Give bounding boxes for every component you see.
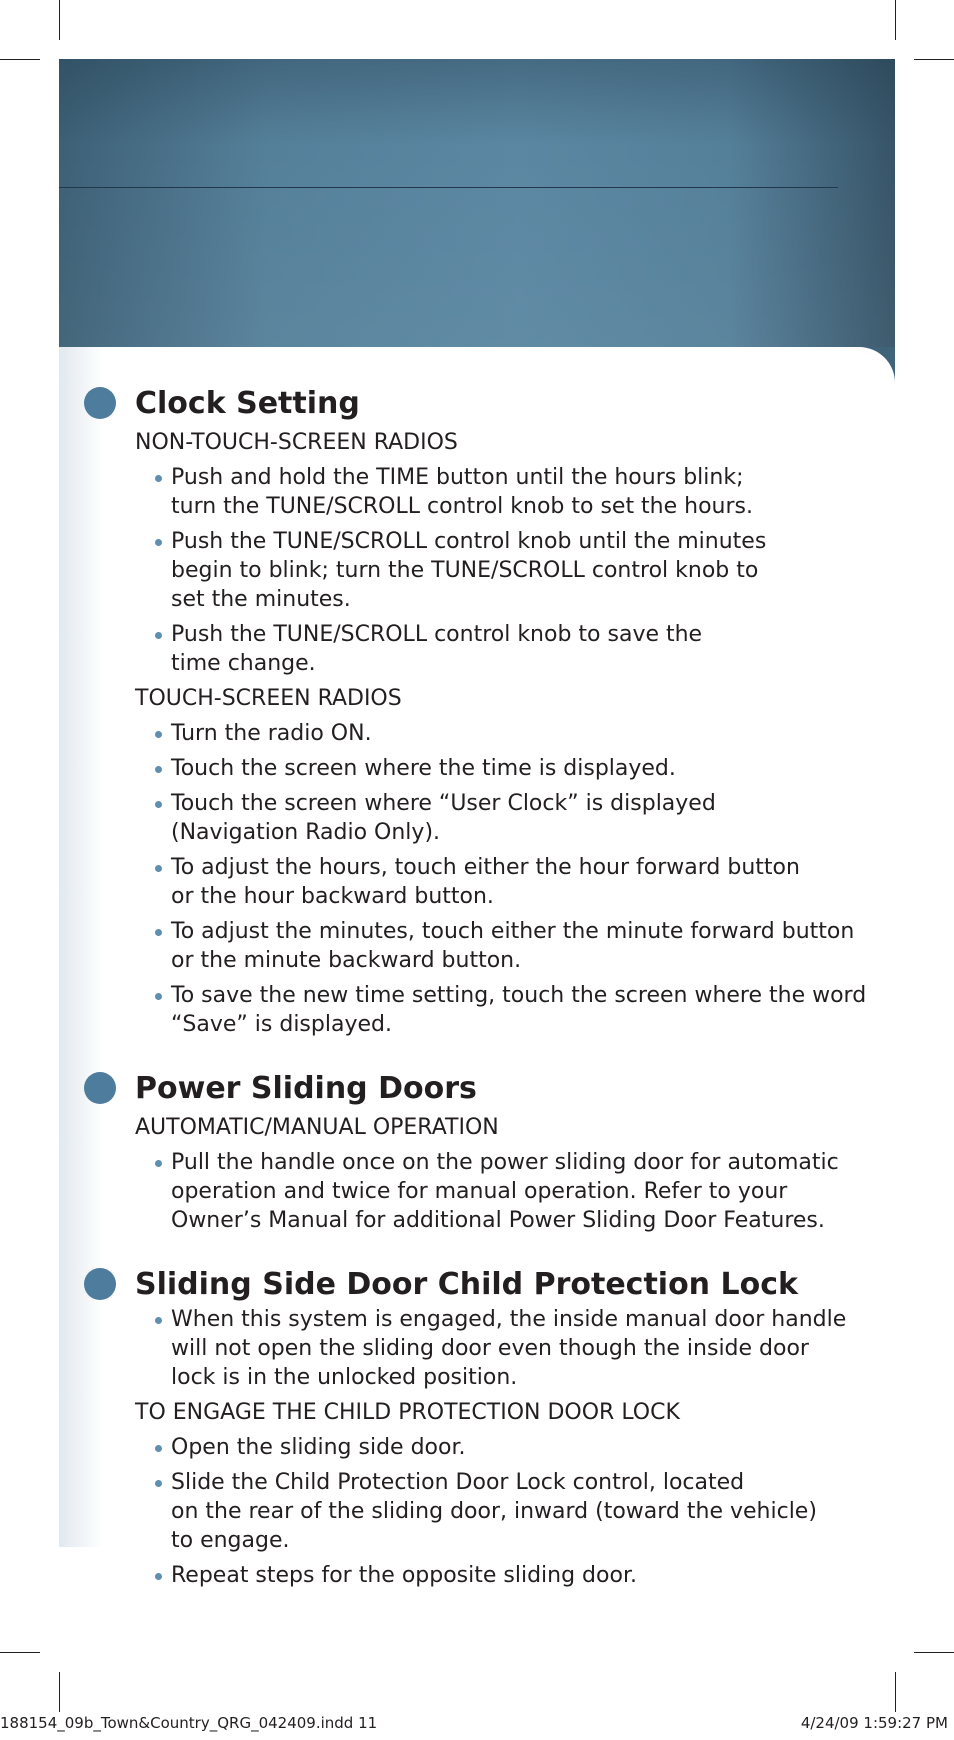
bullet-item [171,754,844,783]
section [84,1071,844,1235]
bullet-text-line: lock is in the unlocked position. [171,1365,518,1390]
bullet-text-line: or the minute backward button. [171,948,522,973]
bullet-text-line: time change. [171,651,316,676]
bullet-text-line: Open the sliding side door. [171,1435,466,1460]
bullet-text-line: When this system is engaged, the inside manual door handle [171,1307,847,1332]
bullet-text-line: Push and hold the TIME button until the hours blink; [171,465,744,490]
bullet-dot-icon [155,539,162,546]
date-slug: 4/24/09 1:59:27 PM [800,1714,948,1732]
header-band [59,59,895,347]
bullet-list [84,1148,844,1235]
bullet-dot-icon [155,801,162,808]
bullet-text-line: operation and twice for manual operation. Refer to your [171,1179,788,1204]
bullet-item [171,463,844,521]
crop-mark [914,59,954,60]
bullet-dot-icon [155,731,162,738]
bullet-dot-icon [155,929,162,936]
section-dot-icon [84,1268,116,1300]
bullet-text-line: Touch the screen where the time is displayed. [171,756,676,781]
page-content [84,386,867,1622]
header-divider [59,187,838,188]
bullet-text-line: Turn the radio ON. [171,721,372,746]
section [84,1267,847,1590]
section-dot-icon [84,1072,116,1104]
bullet-text-line: To adjust the minutes, touch either the minute forward button [171,919,855,944]
bullet-item [171,527,844,614]
bullet-text-line: turn the TUNE/SCROLL control knob to set the hours. [171,494,754,519]
crop-mark [0,1652,40,1653]
bullet-item [171,789,844,847]
bullet-dot-icon [155,993,162,1000]
crop-mark [59,1672,60,1712]
bullet-text-line: (Navigation Radio Only). [171,820,441,845]
bullet-list [84,1305,847,1392]
bullet-text-line: will not open the sliding door even though the inside door [171,1336,809,1361]
bullet-item [171,1148,844,1235]
bullet-dot-icon [155,1480,162,1487]
bullet-text-line: Slide the Child Protection Door Lock control, located [171,1470,745,1495]
bullet-text-line: Owner’s Manual for additional Power Sliding Door Features. [171,1208,825,1233]
bullet-text-line: on the rear of the sliding door, inward (toward the vehicle) [171,1499,817,1524]
bullet-list [84,463,844,678]
bullet-dot-icon [155,1317,162,1324]
bullet-dot-icon [155,632,162,639]
subheading: TOUCH-SCREEN RADIOS [135,686,402,711]
crop-mark [895,0,896,40]
bullet-text-line: set the minutes. [171,587,351,612]
bullet-item [171,981,867,1039]
bullet-dot-icon [155,1160,162,1167]
bullet-text-line: Push the TUNE/SCROLL control knob until the minutes [171,529,767,554]
crop-mark [895,1672,896,1712]
section-header [84,1267,844,1305]
bullet-text-line: “Save” is displayed. [171,1012,392,1037]
bullet-text-line: to engage. [171,1528,290,1553]
bullet-item [171,1561,844,1590]
bullet-item [171,1468,844,1555]
bullet-dot-icon [155,865,162,872]
bullet-item [171,1305,847,1392]
bullet-text-line: Push the TUNE/SCROLL control knob to save the [171,622,703,647]
bullet-text-line: To save the new time setting, touch the screen where the word [171,983,867,1008]
bullet-text-line: begin to blink; turn the TUNE/SCROLL control knob to [171,558,759,583]
section-header [84,386,844,424]
bullet-dot-icon [155,475,162,482]
bullet-item [171,620,844,678]
bullet-item [171,1433,844,1462]
bullet-text-line: To adjust the hours, touch either the hour forward button [171,855,800,880]
section-title: Clock Setting [135,386,360,421]
section-header [84,1071,844,1109]
subheading: TO ENGAGE THE CHILD PROTECTION DOOR LOCK [135,1400,680,1425]
subheading: AUTOMATIC/MANUAL OPERATION [135,1115,499,1140]
subheading: NON-TOUCH-SCREEN RADIOS [135,430,458,455]
bullet-item [171,719,844,748]
bullet-list [84,1433,844,1590]
bullet-text-line: Touch the screen where “User Clock” is displayed [171,791,716,816]
crop-mark [914,1652,954,1653]
section-dot-icon [84,387,116,419]
section-title: Power Sliding Doors [135,1071,477,1106]
section-title: Sliding Side Door Child Protection Lock [135,1267,798,1302]
bullet-text-line: Repeat steps for the opposite sliding door. [171,1563,637,1588]
bullet-text-line: Pull the handle once on the power sliding door for automatic [171,1150,839,1175]
bullet-dot-icon [155,1573,162,1580]
bullet-list [84,719,867,1039]
crop-mark [59,0,60,40]
bullet-text-line: or the hour backward button. [171,884,494,909]
crop-mark [0,59,40,60]
section [84,386,867,1039]
bullet-item [171,917,855,975]
bullet-dot-icon [155,1445,162,1452]
file-slug: 188154_09b_Town&Country_QRG_042409.indd 11 [0,1714,378,1732]
bullet-item [171,853,844,911]
bullet-dot-icon [155,766,162,773]
